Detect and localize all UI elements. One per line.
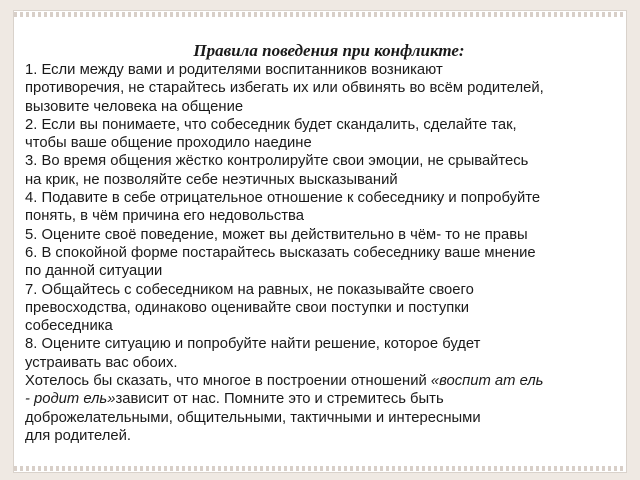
- rule-line: 2. Если вы понимаете, что собеседник будет скандалить, сделайте так,: [25, 116, 517, 133]
- rule-line: 8. Оцените ситуацию и попробуйте найти решение, которое будет: [25, 336, 481, 353]
- closing-italic-text: - родит ель»: [25, 391, 116, 408]
- closing-line: доброжелательными, общительными, тактичными и интересными: [25, 409, 481, 426]
- rule-line: устраивать вас обоих.: [25, 354, 178, 371]
- document-title: Правила поведения при конфликте:: [193, 41, 465, 60]
- closing-line: [25, 390, 625, 408]
- rule-line: вызовите человека на общение: [25, 98, 244, 115]
- document-content: [25, 41, 625, 445]
- rule-line: превосходства, одинаково оценивайте свои поступки и поступки: [25, 299, 469, 316]
- rule-line: 7. Общайтесь с собеседником на равных, не показывайте своего: [25, 281, 474, 298]
- rule-line: противоречия, не старайтесь избегать их или обвинять во всём родителей,: [25, 80, 544, 97]
- rule-line: 5. Оцените своё поведение, может вы действительно в чём- то не правы: [25, 226, 528, 243]
- rule-line: 4. Подавите в себе отрицательное отношение к собеседнику и попробуйте: [25, 190, 541, 207]
- rule-line: понять, в чём причина его недовольства: [25, 208, 304, 225]
- closing-line: для родителей.: [25, 427, 132, 444]
- rule-line: 1. Если между вами и родителями воспитанников возникают: [25, 62, 443, 78]
- closing-text: Хотелось бы сказать, что многое в построении отношений: [25, 373, 431, 390]
- bottom-dotted-border: [14, 466, 626, 471]
- closing-italic-text: «воспит ат ель: [430, 373, 544, 390]
- rule-line: 3. Во время общения жёстко контролируйте свои эмоции, не срывайтесь: [25, 153, 529, 170]
- rule-line: 6. В спокойной форме постарайтесь высказать собеседнику ваше мнение: [25, 244, 536, 261]
- rule-line: по данной ситуации: [25, 263, 163, 280]
- rule-line: чтобы ваше общение проходило наедине: [25, 135, 312, 152]
- top-dotted-border: [14, 12, 626, 17]
- closing-line: [25, 372, 625, 390]
- closing-text: зависит от нас. Помните это и стремитесь быть: [115, 391, 444, 408]
- rule-line: собеседника: [25, 318, 113, 335]
- document-frame: [13, 10, 627, 473]
- rule-line: на крик, не позволяйте себе неэтичных высказываний: [25, 171, 398, 188]
